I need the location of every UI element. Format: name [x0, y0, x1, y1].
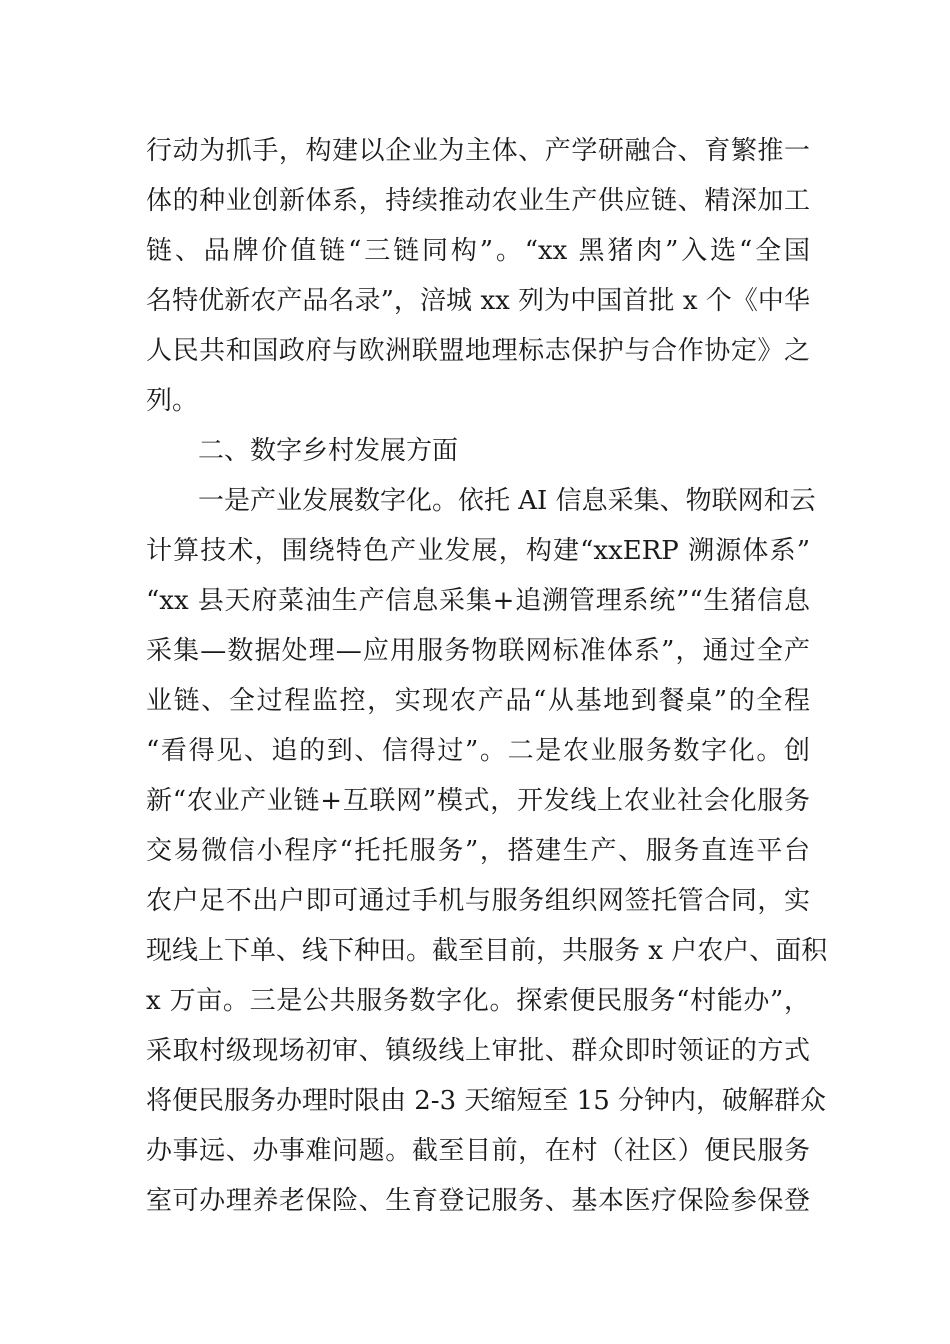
text-line: “看得见、追的到、信得过”。二是农业服务数字化。创 [146, 736, 810, 766]
text-line: 列。 [146, 386, 199, 416]
text-line: “xx 县天府菜油生产信息采集+追溯管理系统”“生猪信息 [146, 586, 810, 616]
text-line: 新“农业产业链+互联网”模式，开发线上农业社会化服务 [146, 786, 810, 816]
text-line: 链、品牌价值链“三链同构”。“xx 黑猪肉”入选“全国 [146, 236, 810, 266]
text-line: 体的种业创新体系，持续推动农业生产供应链、精深加工 [146, 186, 810, 216]
body-text [146, 126, 828, 1226]
text-line: 一是产业发展数字化。依托 AI 信息采集、物联网和云 [198, 486, 816, 516]
text-line: 将便民服务办理时限由 2-3 天缩短至 15 分钟内，破解群众 [146, 1086, 827, 1116]
text-line: 农户足不出户即可通过手机与服务组织网签托管合同，实 [146, 886, 810, 916]
text-line: 室可办理养老保险、生育登记服务、基本医疗保险参保登 [146, 1186, 810, 1216]
text-line: 业链、全过程监控，实现农产品“从基地到餐桌”的全程 [146, 686, 810, 716]
text-line: 采集—数据处理—应用服务物联网标准体系”，通过全产 [146, 636, 810, 666]
text-line: 名特优新农产品名录”，涪城 xx 列为中国首批 x 个《中华 [146, 286, 810, 316]
text-line: x 万亩。三是公共服务数字化。探索便民服务“村能办”， [146, 986, 810, 1016]
text-line: 采取村级现场初审、镇级线上审批、群众即时领证的方式 [146, 1036, 810, 1066]
text-line: 现线上下单、线下种田。截至目前，共服务 x 户农户、面积 [146, 936, 828, 966]
text-line: 行动为抓手，构建以企业为主体、产学研融合、育繁推一 [146, 136, 810, 166]
text-line: 人民共和国政府与欧洲联盟地理标志保护与合作协定》之 [146, 336, 810, 366]
text-line: 办事远、办事难问题。截至目前，在村（社区）便民服务 [146, 1136, 810, 1166]
text-line: 计算技术，围绕特色产业发展，构建“xxERP 溯源体系” [146, 536, 810, 566]
section-heading: 二、数字乡村发展方面 [198, 436, 459, 466]
text-line: 交易微信小程序“托托服务”，搭建生产、服务直连平台 [146, 836, 810, 866]
